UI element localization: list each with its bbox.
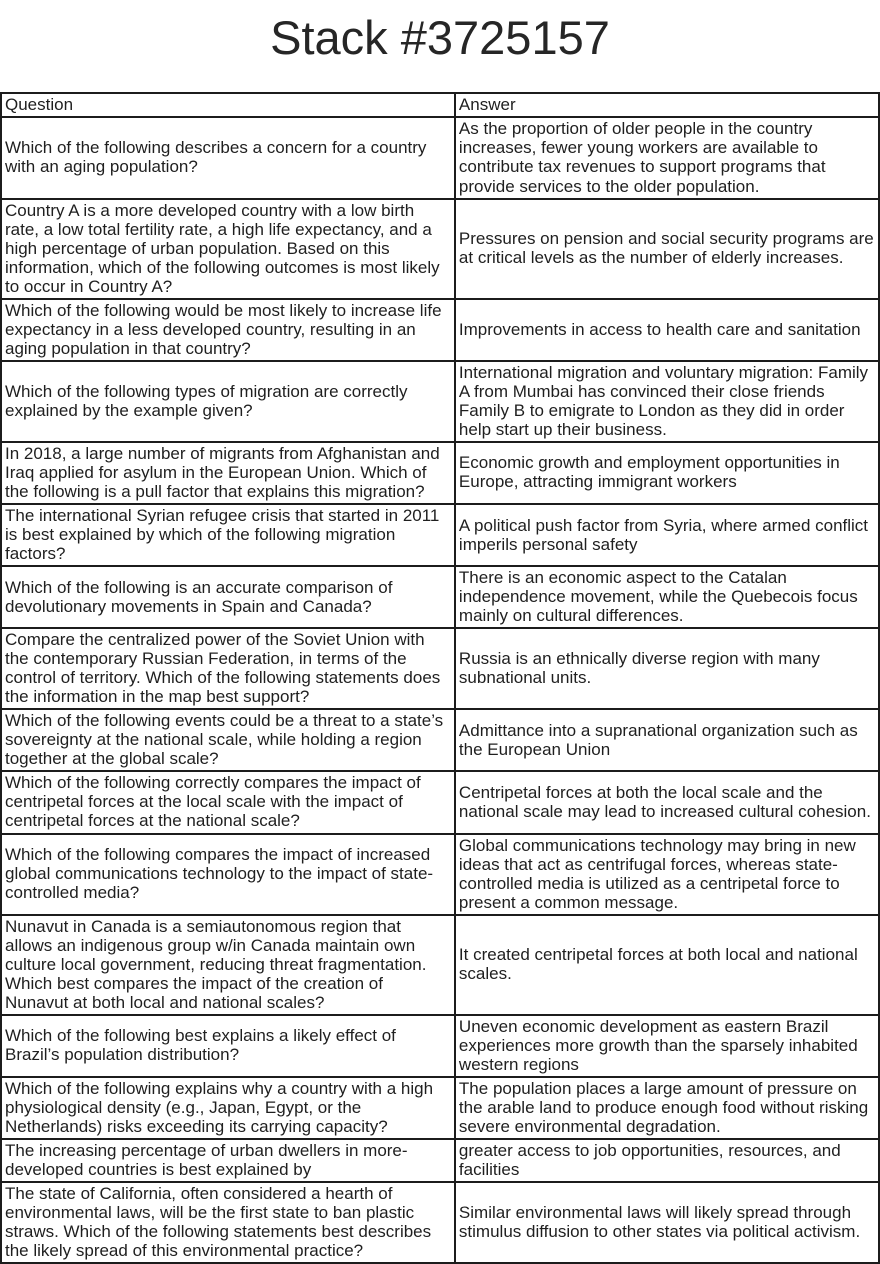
question-cell: Compare the centralized power of the Soviet Union with the contemporary Russian Federation, in terms of the control of territory. Which of the following statements does the information in the map best support? xyxy=(1,628,455,709)
table-row xyxy=(1,1077,879,1139)
table-row xyxy=(1,361,879,442)
table-row xyxy=(1,504,879,566)
table-row xyxy=(1,1182,879,1263)
answer-cell: There is an economic aspect to the Catalan independence movement, while the Quebecois focus mainly on cultural differences. xyxy=(455,566,879,628)
table-row xyxy=(1,709,879,771)
table-row xyxy=(1,299,879,361)
table-row xyxy=(1,771,879,833)
question-cell: Which of the following would be most likely to increase life expectancy in a less developed country, resulting in an aging population in that country? xyxy=(1,299,455,361)
table-row xyxy=(1,117,879,198)
table-header-row xyxy=(1,93,879,117)
answer-cell: International migration and voluntary migration: Family A from Mumbai has convinced their close friends Family B to emigrate to London as they did in order help start up their business. xyxy=(455,361,879,442)
question-cell: Which of the following types of migration are correctly explained by the example given? xyxy=(1,361,455,442)
question-cell: In 2018, a large number of migrants from Afghanistan and Iraq applied for asylum in the European Union. Which of the following is a pull factor that explains this migration? xyxy=(1,442,455,504)
table-row xyxy=(1,628,879,709)
question-cell: Which of the following describes a concern for a country with an aging population? xyxy=(1,117,455,198)
question-cell: Country A is a more developed country with a low birth rate, a low total fertility rate, a high life expectancy, and a high percentage of urban population. Based on this information, which of the following outcomes is most likely to occur in Country A? xyxy=(1,199,455,299)
table-row xyxy=(1,915,879,1015)
table-row xyxy=(1,834,879,915)
question-cell: The increasing percentage of urban dwellers in more-developed countries is best explained by xyxy=(1,1139,455,1182)
flashcard-table xyxy=(0,92,880,1264)
question-cell: Which of the following is an accurate comparison of devolutionary movements in Spain and Canada? xyxy=(1,566,455,628)
question-cell: Which of the following correctly compares the impact of centripetal forces at the local scale with the impact of centripetal forces at the national scale? xyxy=(1,771,455,833)
answer-cell: Global communications technology may bring in new ideas that act as centrifugal forces, whereas state-controlled media is utilized as a centripetal force to present a common message. xyxy=(455,834,879,915)
page-title: Stack #3725157 xyxy=(270,11,610,64)
answer-cell: Economic growth and employment opportunities in Europe, attracting immigrant workers xyxy=(455,442,879,504)
question-cell: The state of California, often considered a hearth of environmental laws, will be the first state to ban plastic straws. Which of the following statements best describes the likely spread of this environmental practice? xyxy=(1,1182,455,1263)
question-cell: Which of the following compares the impact of increased global communications technology to the impact of state-controlled media? xyxy=(1,834,455,915)
flashcard-table-body xyxy=(1,117,879,1263)
question-cell: Nunavut in Canada is a semiautonomous region that allows an indigenous group w/in Canada maintain own culture local government, reducing threat fragmentation. Which best compares the impact of the creation of Nunavut at both local and national scales? xyxy=(1,915,455,1015)
table-row xyxy=(1,1015,879,1077)
table-row xyxy=(1,199,879,299)
answer-column-header: Answer xyxy=(455,93,879,117)
answer-cell: Centripetal forces at both the local scale and the national scale may lead to increased cultural cohesion. xyxy=(455,771,879,833)
table-row xyxy=(1,442,879,504)
answer-cell: Uneven economic development as eastern Brazil experiences more growth than the sparsely inhabited western regions xyxy=(455,1015,879,1077)
answer-cell: Pressures on pension and social security programs are at critical levels as the number of elderly increases. xyxy=(455,199,879,299)
question-cell: Which of the following events could be a threat to a state’s sovereignty at the national scale, while holding a region together at the global scale? xyxy=(1,709,455,771)
answer-cell: As the proportion of older people in the country increases, fewer young workers are available to contribute tax revenues to support programs that provide services to the older population. xyxy=(455,117,879,198)
question-column-header: Question xyxy=(1,93,455,117)
answer-cell: Admittance into a supranational organization such as the European Union xyxy=(455,709,879,771)
answer-cell: The population places a large amount of pressure on the arable land to produce enough food without risking severe environmental degradation. xyxy=(455,1077,879,1139)
answer-cell: It created centripetal forces at both local and national scales. xyxy=(455,915,879,1015)
table-row xyxy=(1,566,879,628)
table-row xyxy=(1,1139,879,1182)
question-cell: Which of the following explains why a country with a high physiological density (e.g., Japan, Egypt, or the Netherlands) risks exceeding its carrying capacity? xyxy=(1,1077,455,1139)
answer-cell: A political push factor from Syria, where armed conflict imperils personal safety xyxy=(455,504,879,566)
answer-cell: Similar environmental laws will likely spread through stimulus diffusion to other states via political activism. xyxy=(455,1182,879,1263)
question-cell: The international Syrian refugee crisis that started in 2011 is best explained by which of the following migration factors? xyxy=(1,504,455,566)
question-cell: Which of the following best explains a likely effect of Brazil’s population distribution? xyxy=(1,1015,455,1077)
answer-cell: Improvements in access to health care and sanitation xyxy=(455,299,879,361)
answer-cell: greater access to job opportunities, resources, and facilities xyxy=(455,1139,879,1182)
answer-cell: Russia is an ethnically diverse region with many subnational units. xyxy=(455,628,879,709)
